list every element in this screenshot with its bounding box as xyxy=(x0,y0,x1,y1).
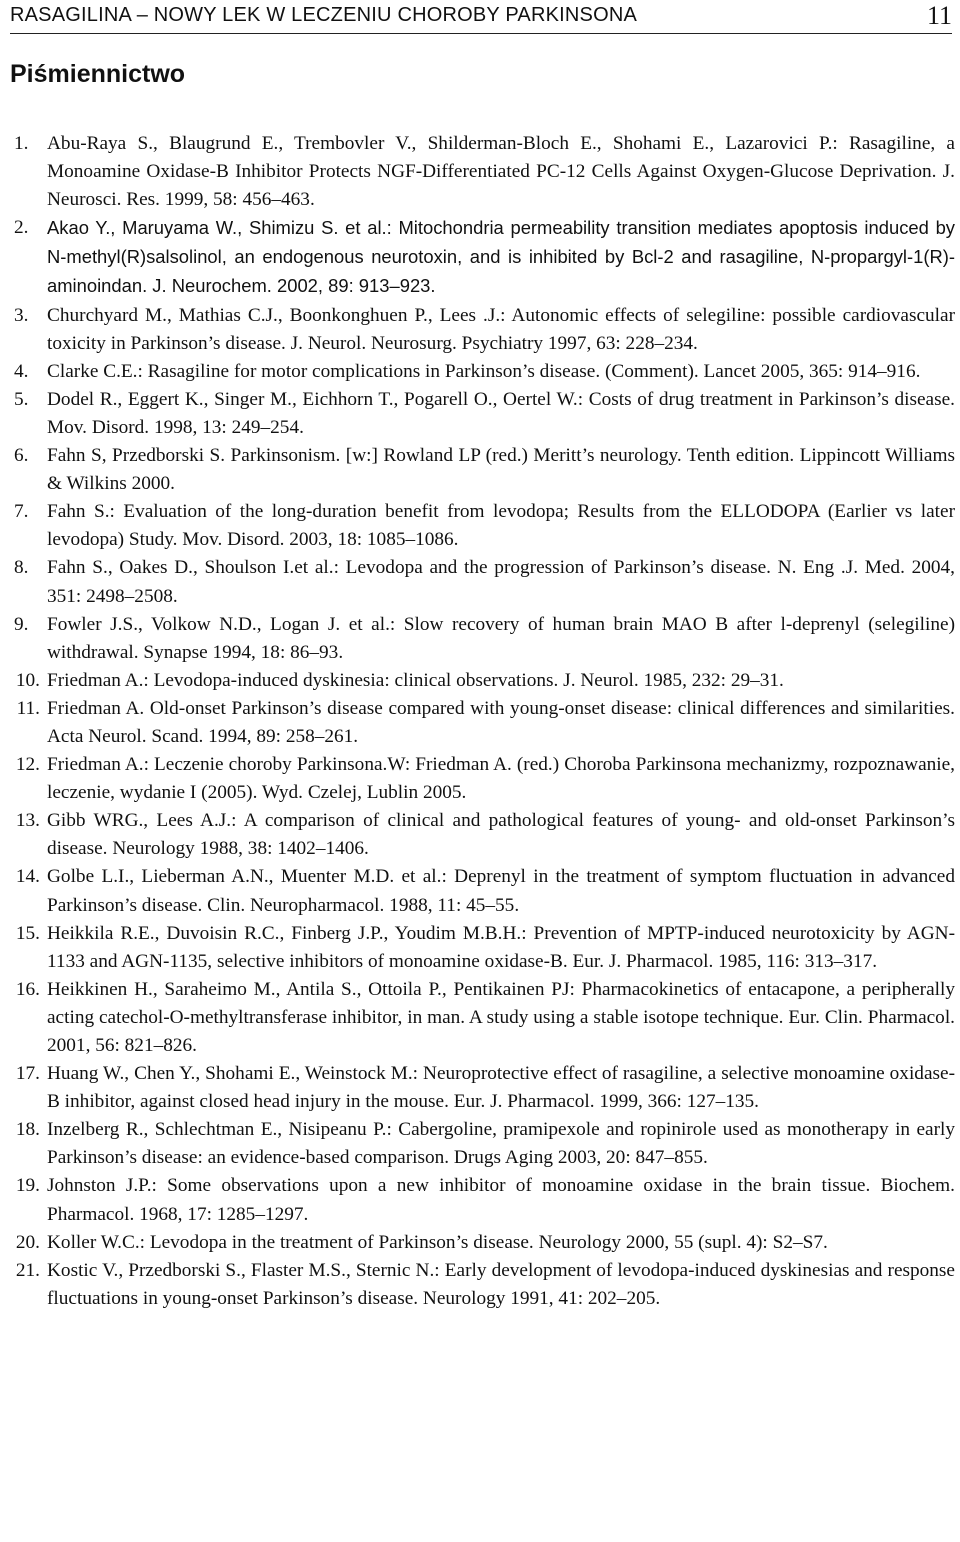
reference-text: Huang W., Chen Y., Shohami E., Weinstock M.: Neuroprotective effect of rasagiline, a selective monoamine oxidase-B inhibitor, against closed head injury in the mouse. Eur. J. Pharmacol. 1999, 366: 127–135. xyxy=(47,1063,955,1113)
reference-item xyxy=(0,695,955,751)
reference-number: 4. xyxy=(14,360,29,382)
reference-item xyxy=(0,1257,955,1313)
page-number: 11 xyxy=(926,1,952,30)
reference-number: 15. xyxy=(15,922,40,944)
reference-number: 12. xyxy=(15,754,40,776)
reference-number: 19. xyxy=(15,1175,40,1197)
reference-item xyxy=(0,807,955,863)
reference-text: Kostic V., Przedborski S., Flaster M.S., Sternic N.: Early development of levodopa-induced dyskinesias and response fluctuations in young-onset Parkinson’s disease. Neurology 1991, 41: 202–205. xyxy=(47,1259,955,1309)
reference-number: 18. xyxy=(15,1119,40,1141)
reference-number: 10. xyxy=(15,669,40,691)
reference-item xyxy=(0,214,955,301)
reference-number: 21. xyxy=(15,1259,40,1281)
reference-item xyxy=(0,976,955,1060)
reference-text: Koller W.C.: Levodopa in the treatment of Parkinson’s disease. Neurology 2000, 55 (supl. 4): S2–S7. xyxy=(47,1231,828,1253)
reference-text: Heikkinen H., Saraheimo M., Antila S., Ottoila P., Pentikainen PJ: Pharmacokinetics of entacapone, a peripherally acting catechol-O-methyltransferase inhibitor, in man. A study using a stable isotope technique. Eur. Clin. Pharmacol. 2001, 56: 821–826. xyxy=(47,978,955,1056)
reference-text: Friedman A.: Leczenie choroby Parkinsona.W: Friedman A. (red.) Choroba Parkinsona mechanizmy, rozpoznawanie, leczenie, wydanie I (2005). Wyd. Czelej, Lublin 2005. xyxy=(47,754,955,804)
reference-item xyxy=(0,1172,955,1228)
reference-text: Johnston J.P.: Some observations upon a new inhibitor of monoamine oxidase in the brain tissue. Biochem. Pharmacol. 1968, 17: 1285–1297. xyxy=(47,1175,955,1225)
reference-text: Akao Y., Maruyama W., Shimizu S. et al.: Mitochondria permeability transition mediates apoptosis induced by N-methyl(R)salsolinol, an endogenous neurotoxin, and is inhibited by Bcl-2 and rasagiline, N-propargyl-1(R)-aminoindan. J. Neurochem. 2002, 89: 913–923. xyxy=(47,217,955,297)
reference-item xyxy=(0,667,955,695)
reference-number: 16. xyxy=(15,978,40,1000)
running-title: RASAGILINA – NOWY LEK W LECZENIU CHOROBY PARKINSONA xyxy=(10,4,638,26)
reference-text: Inzelberg R., Schlechtman E., Nisipeanu P.: Cabergoline, pramipexole and ropinirole used as monotherapy in early Parkinson’s disease: an evidence-based comparison. Drugs Aging 2003, 20: 847–855. xyxy=(47,1119,955,1169)
reference-text: Golbe L.I., Lieberman A.N., Muenter M.D. et al.: Deprenyl in the treatment of symptom fluctuation in advanced Parkinson’s disease. Clin. Neuropharmacol. 1988, 11: 45–55. xyxy=(47,866,955,916)
reference-number: 6. xyxy=(14,445,29,467)
reference-text: Churchyard M., Mathias C.J., Boonkonghuen P., Lees .J.: Autonomic effects of selegiline: possible cardiovascular toxicity in Parkinson’s disease. J. Neurol. Neurosurg. Psychiatry 1997, 63: 228–234. xyxy=(47,304,955,354)
reference-text: Fahn S.: Evaluation of the long-duration benefit from levodopa; Results from the ELLODOPA (Earlier vs later levodopa) Study. Mov. Disord. 2003, 18: 1085–1086. xyxy=(47,501,955,551)
reference-text: Fahn S., Oakes D., Shoulson I.et al.: Levodopa and the progression of Parkinson’s disease. N. Eng .J. Med. 2004, 351: 2498–2508. xyxy=(47,557,955,607)
reference-text: Friedman A.: Levodopa-induced dyskinesia: clinical observations. J. Neurol. 1985, 232: 29–31. xyxy=(47,669,784,691)
reference-item xyxy=(0,130,955,214)
reference-text: Fowler J.S., Volkow N.D., Logan J. et al.: Slow recovery of human brain MAO B after l-deprenyl (selegiline) withdrawal. Synapse 1994, 18: 86–93. xyxy=(47,613,955,663)
reference-number: 8. xyxy=(14,557,29,579)
reference-number: 3. xyxy=(14,304,29,326)
reference-number: 1. xyxy=(14,133,29,154)
reference-number: 11. xyxy=(16,697,40,719)
reference-number: 13. xyxy=(15,810,40,832)
reference-item xyxy=(0,1060,955,1116)
reference-item xyxy=(0,442,955,498)
reference-item xyxy=(0,1116,955,1172)
reference-text: Heikkila R.E., Duvoisin R.C., Finberg J.P., Youdim M.B.H.: Prevention of MPTP-induced neurotoxicity by AGN-1133 and AGN-1135, selective inhibitors of monoamine oxidase-B. Eur. J. Pharmacol. 1985, 116: 313–317. xyxy=(47,922,955,972)
reference-number: 20. xyxy=(15,1231,40,1253)
section-title: Piśmiennictwo xyxy=(10,60,186,88)
reference-item xyxy=(0,554,955,610)
reference-number: 5. xyxy=(14,388,29,410)
reference-item xyxy=(0,358,955,386)
reference-item xyxy=(0,611,955,667)
reference-item xyxy=(0,751,955,807)
reference-number: 2. xyxy=(14,217,29,239)
reference-item xyxy=(0,920,955,976)
reference-item xyxy=(0,386,955,442)
reference-text: Fahn S, Przedborski S. Parkinsonism. [w:] Rowland LP (red.) Meritt’s neurology. Tenth edition. Lippincott Williams & Wilkins 2000. xyxy=(47,445,955,495)
reference-text: Dodel R., Eggert K., Singer M., Eichhorn T., Pogarell O., Oertel W.: Costs of drug treatment in Parkinson’s disease. Mov. Disord. 1998, 13: 249–254. xyxy=(47,388,955,438)
reference-number: 14. xyxy=(15,866,40,888)
reference-text: Clarke C.E.: Rasagiline for motor complications in Parkinson’s disease. (Comment). Lancet 2005, 365: 914–916. xyxy=(47,360,921,382)
reference-number: 7. xyxy=(14,501,29,523)
reference-text: Gibb WRG., Lees A.J.: A comparison of clinical and pathological features of young- and old-onset Parkinson’s disease. Neurology 1988, 38: 1402–1406. xyxy=(47,810,955,860)
reference-item xyxy=(0,498,955,554)
running-header xyxy=(10,0,952,34)
reference-item xyxy=(0,302,955,358)
reference-number: 17. xyxy=(15,1063,40,1085)
reference-item xyxy=(0,1229,955,1257)
reference-text: Friedman A. Old-onset Parkinson’s disease compared with young-onset disease: clinical differences and similarities. Acta Neurol. Scand. 1994, 89: 258–261. xyxy=(47,697,955,747)
reference-number: 9. xyxy=(14,613,29,635)
reference-text: Abu-Raya S., Blaugrund E., Trembovler V., Shilderman-Bloch E., Shohami E., Lazarovici P.: Rasagiline, a Monoamine Oxidase-B Inhibitor Protects NGF-Differentiated PC-12 Cells Against Oxygen-Glucose Deprivation. J. Neurosci. Res. 1999, 58: 456–463. xyxy=(47,133,955,211)
reference-item xyxy=(0,863,955,919)
reference-list xyxy=(0,130,955,1313)
